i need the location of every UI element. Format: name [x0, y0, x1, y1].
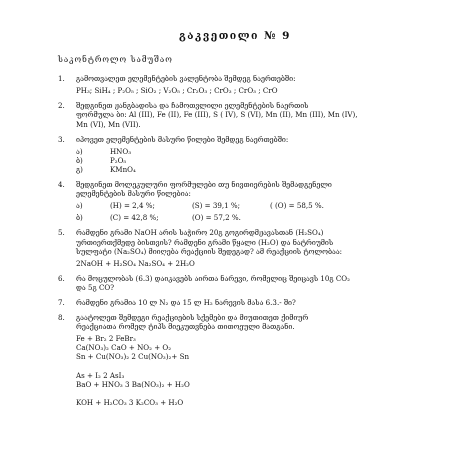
task-text-line: რამდენი გრამი NaOH არის საჭირო 20გ გოგირდმჟავასთან (H₂SO₄): [76, 228, 324, 238]
task-7: [58, 298, 412, 307]
option-row: [76, 165, 412, 174]
page-subtitle: საკონტროლო სამუშაო: [58, 55, 173, 65]
task-text: გამოთვალეთ ელემენტების ვალენტობა შემდეგ ნაერთებში:: [76, 74, 296, 84]
task-number: 3.: [58, 134, 65, 144]
mass-fraction: (H) = 2,4 %;: [110, 201, 155, 211]
task-text-line: Mn (VI), Mn (VII).: [76, 119, 141, 129]
reaction-scheme: Ca(NO₃)₂ CaO + NO₂ + O₂: [76, 343, 172, 353]
task-number: 1.: [58, 74, 65, 84]
mass-fraction: (O) = 57,2 %.: [192, 213, 241, 223]
reaction-scheme: Fe + Br₂ 2 FeBr₃: [76, 334, 136, 344]
reaction-scheme: As + I₂ 2 AsI₃: [76, 370, 125, 380]
task-text-line: გაატოლეთ შემდეგი რეაქციების სქემები და მიუთითეთ ქიმიურ: [76, 313, 309, 323]
reaction-scheme: KOH + H₂CO₃ 3 K₂CO₃ + H₂O: [76, 397, 184, 407]
task-text-line: სულფატი (Na₂SO₄) მიიღება რეაქციის შედეგად? ამ რეაქციის ტოლობაა:: [76, 246, 343, 256]
reaction-spacer: [76, 362, 412, 371]
option-label: გ): [76, 164, 83, 174]
task-number: 6.: [58, 273, 65, 283]
task-number: 8.: [58, 313, 65, 323]
option-label: ა): [76, 201, 83, 211]
mass-fraction: ( (O) = 58,5 %.: [270, 201, 324, 211]
option-label: ბ): [76, 213, 83, 223]
task-2: [58, 101, 412, 128]
task-3: [58, 135, 412, 174]
option-row: [76, 147, 412, 156]
reaction-spacer: [76, 389, 412, 398]
task-1: [58, 74, 412, 95]
reaction-scheme: Sn + Cu(NO₃)₂ 2 Cu(NO₃)₂+ Sn: [76, 352, 190, 362]
task-text-line: ელემენტების მასური წილებია:: [76, 189, 191, 199]
page-title: გაკვეთილი № 9: [179, 30, 291, 42]
option-label: ა): [76, 146, 83, 156]
task-text-line: რამდენი გრამია 10 ლ N₂ და 15 ლ H₂ ნარევის მასა 6.3.- ში?: [76, 297, 296, 307]
task-number: 2.: [58, 101, 65, 111]
task-text-line: ფორმულა ბი: Al (III), Fe (II), Fe (III), S ( IV), S (VI), Mn (II), Mn (III), Mn (IV),: [76, 110, 358, 120]
reaction-scheme: BaO + HNO₃ 3 Ba(NO₃)₂ + H₂O: [76, 379, 190, 389]
option-row: [76, 201, 412, 210]
equation-list: [76, 334, 412, 407]
reaction-equation: 2NaOH + H₂SO₄ Na₂SO₄ + 2H₂O: [76, 258, 195, 268]
task-6: [58, 274, 412, 292]
task-4: [58, 180, 412, 222]
task-text-line: შედგინეთ მოლეკულური ფორმულები თუ ნივთიერების შემადგენელი: [76, 180, 332, 190]
option-label: ბ): [76, 155, 83, 165]
task-number: 7.: [58, 297, 65, 307]
task-text-line: ურთიერთქმედე ბისთვის? რამდენი გრამი წყალი (H₂O) და ნატრიუმის: [76, 237, 334, 247]
task-5: [58, 228, 412, 267]
formula-list: PH₃; SiH₄ ; P₂O₅ ; SiO₂ ; V₂O₅ ; Cr₂O₃ ; CrO₃ ; CrO₃ ; CrO: [76, 86, 278, 96]
task-text-line: შედგინეთ ჟანგბადისა და ჩამოთვლილი ელემენტების ნაერთის: [76, 101, 309, 111]
option-formula: KMnO₄: [110, 164, 136, 174]
task-number: 4.: [58, 180, 65, 190]
mass-fraction: (S) = 39,1 %;: [192, 201, 241, 211]
mass-fraction: (C) = 42,8 %;: [110, 213, 159, 223]
task-text-line: და 5გ CO?: [76, 282, 114, 292]
task-text: იპოვეთ ელემენტების მასური წილები შემდეგ ნაერთებში:: [76, 134, 289, 144]
option-row: [76, 213, 412, 222]
option-row: [76, 156, 412, 165]
option-formula: P₂O₅: [110, 155, 127, 165]
task-text-line: რეაქციათა რომელ ტიპს მიეკუთვნება თითოეული მათგანი.: [76, 322, 295, 332]
task-text-line: რა მოცულობას (6.3) დაიკავებს აირთა ნარევი, რომელიც შეიცავს 10გ CO₂: [76, 273, 350, 283]
task-8: [58, 313, 412, 407]
task-number: 5.: [58, 228, 65, 238]
option-formula: HNO₃: [110, 146, 132, 156]
